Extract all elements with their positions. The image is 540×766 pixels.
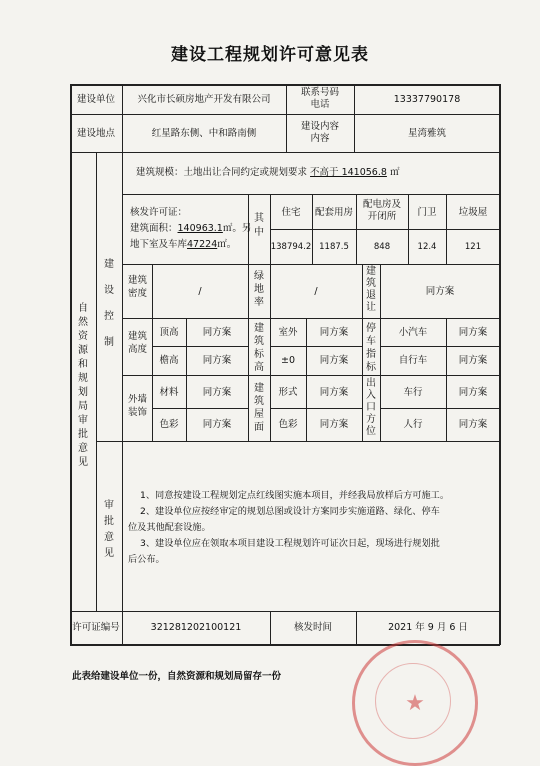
opinion-p1: 1、同意按建设工程规划定点红线图实施本项目，并经我局放样后方可施工。 [140, 490, 450, 501]
walk-entrance-label: 人行 [403, 419, 423, 430]
mat-value: 同方案 [202, 387, 232, 398]
opinion-p3b: 后公布。 [128, 554, 165, 565]
date-label: 核发时间 [293, 622, 332, 633]
value-guard: 12.4 [417, 242, 437, 252]
facade-label: 外墙装饰 [128, 394, 148, 418]
opinion-p3a: 3、建设单位应在领取本项目建设工程规划许可证次日起，现场进行规划批 [140, 538, 440, 549]
footnote: 此表给建设单位一份，自然资源和规划局留存一份 [72, 671, 282, 682]
density-value: / [198, 286, 202, 297]
form-label: 形式 [278, 387, 298, 398]
area-value: 140963.1 [177, 223, 223, 234]
car-entrance-label: 车行 [403, 387, 423, 398]
scale-value: 不高于 141056.8 [310, 167, 387, 178]
permit-value: 321281202100121 [150, 622, 242, 633]
roof-color-label: 色彩 [278, 419, 298, 430]
roof-color-value: 同方案 [319, 419, 349, 430]
basement-label: 地下室及车库 [130, 239, 188, 250]
header-substation: 配电房及开闭所 [362, 199, 401, 222]
header-residential: 住宅 [281, 207, 301, 218]
setback-value: 同方案 [425, 286, 455, 297]
bike-label: 自行车 [398, 355, 428, 366]
approval-line3 [130, 239, 236, 250]
contact-value: 13337790178 [393, 94, 461, 105]
value-support: 1187.5 [319, 242, 349, 252]
official-seal [352, 640, 478, 766]
car-value: 同方案 [458, 327, 488, 338]
walk-entrance-value: 同方案 [458, 419, 488, 430]
scale-line [136, 167, 399, 178]
opinion-p2b: 位及其他配套设施。 [128, 522, 211, 533]
facade-color-label: 色彩 [159, 419, 179, 430]
facade-color-value: 同方案 [202, 419, 232, 430]
outdoor-label: 室外 [278, 327, 298, 338]
approval-line2 [130, 223, 251, 234]
value-substation: 848 [373, 242, 391, 252]
basement-unit: ㎡。 [217, 239, 237, 250]
scale-prefix: 建筑规模：土地出让合同约定或规划要求 [136, 167, 308, 178]
car-entrance-value: 同方案 [458, 387, 488, 398]
elev-label: 建筑标高 [254, 323, 264, 373]
outdoor-value: 同方案 [319, 327, 349, 338]
zero-label: ±0 [280, 355, 295, 366]
scale-unit: ㎡ [389, 167, 400, 178]
control-label: 建设控制 [104, 259, 114, 348]
value-garbage: 121 [464, 242, 482, 252]
top-label: 顶高 [159, 327, 179, 338]
car-label: 小汽车 [398, 327, 428, 338]
content-label: 建设内容 内容 [300, 121, 339, 144]
form-value: 同方案 [319, 387, 349, 398]
star-icon: ★ [405, 691, 425, 716]
content-value: 星湾雅筑 [407, 128, 446, 139]
basement-value: 47224 [187, 239, 218, 250]
zero-value: 同方案 [319, 355, 349, 366]
permit-label: 许可证编号 [72, 622, 120, 633]
green-label: 绿地率 [254, 271, 264, 308]
entrance-label: 出入口方位 [366, 378, 376, 437]
header-garbage: 垃圾屋 [458, 207, 488, 218]
place-value: 红星路东侧、中和路南侧 [151, 128, 257, 139]
density-label: 建筑密度 [128, 275, 148, 299]
header-guard: 门卫 [417, 207, 437, 218]
eave-label: 檐高 [159, 355, 179, 366]
roof-label: 建筑屋面 [254, 383, 264, 433]
page-title: 建设工程规划许可意见表 [171, 45, 369, 65]
unit-value: 兴化市长硕房地产开发有限公司 [137, 94, 271, 105]
place-label: 建设地点 [76, 128, 115, 139]
top-value: 同方案 [202, 327, 232, 338]
setback-label: 建筑退让 [366, 266, 376, 313]
approval-side-label: 自然资源和规划局审批意见 [78, 303, 88, 468]
opinion-p2a: 2、建设单位应按经审定的规划总图或设计方案同步实施道路、绿化、停车 [140, 506, 440, 517]
unit-label: 建设单位 [76, 94, 115, 105]
header-support: 配套用房 [314, 207, 353, 218]
height-label: 建筑高度 [128, 331, 148, 355]
contact-label: 联系号码 电话 [300, 87, 339, 110]
area-label: 建筑面积： [130, 223, 178, 234]
mat-label: 材料 [159, 387, 179, 398]
approval-line1: 核发许可证： [130, 207, 188, 218]
green-value: / [314, 286, 318, 297]
among-label: 其中 [254, 213, 264, 238]
area-unit: ㎡。另 [222, 223, 252, 234]
eave-value: 同方案 [202, 355, 232, 366]
date-value: 2021 年 9 月 6 日 [388, 622, 468, 633]
opinion-label: 审批意见 [104, 500, 114, 559]
value-residential: 138794.2 [270, 242, 312, 252]
bike-value: 同方案 [458, 355, 488, 366]
parking-label: 停车指标 [366, 323, 376, 373]
